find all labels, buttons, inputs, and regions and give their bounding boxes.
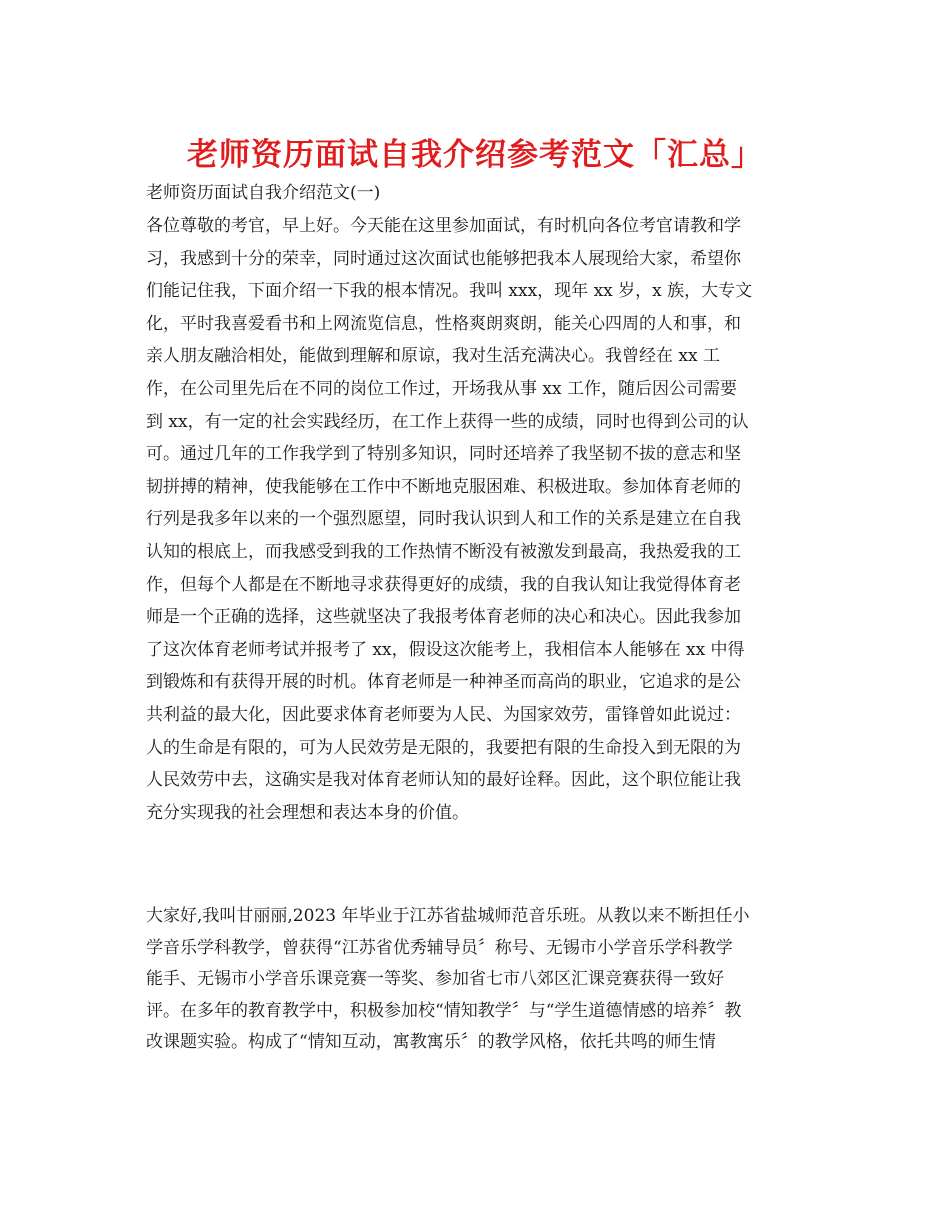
paragraph-2-line: 学音乐学科教学，曾获得“江苏省优秀辅导员〞称号、无锡市小学音乐学科教学 [146,937,733,958]
paragraph-2-line: 改课题实验。构成了“情知互动，寓教寓乐〞的教学风格，依托共鸣的师生情 [146,1032,716,1052]
paragraph-1-line: 各位尊敬的考官，早上好。今天能在这里参加面试，有时机向各位考官请教和学 [146,216,741,236]
paragraph-1-line: 充分实现我的社会理想和表达本身的价值。 [146,802,469,823]
paragraph-1-line: 化，平时我喜爱看书和上网流览信息，性格爽朗爽朗，能关心四周的人和事，和 [146,313,741,334]
paragraph-2-line: 能手、无锡市小学音乐课竞赛一等奖、参加省七市八郊区汇课竞赛获得一致好 [146,969,724,989]
document-title: 老师资历面试自我介绍参考范文「汇总」 [187,137,763,173]
paragraph-1-line: 人民效劳中去，这确实是我对体育老师认知的最好诠释。因此，这个职位能让我 [146,770,741,791]
paragraph-1-line: 们能记住我，下面介绍一下我的根本情况。我叫 xxx，现年 xx 岁，x 族，大专文 [146,281,753,302]
paragraph-1-line: 共利益的最大化，因此要求体育老师要为人民、为国家效劳，雷锋曾如此说过： [146,705,741,725]
paragraph-1-line: 到 xx，有一定的社会实践经历，在工作上获得一些的成绩，同时也得到公司的认 [146,411,749,432]
paragraph-2-line: 评。在多年的教育教学中，积极参加校“情知教学〞与“学生道德情感的培养〞教 [146,1000,742,1021]
paragraph-1-line: 认知的根底上，而我感受到我的工作热情不断没有被激发到最高，我热爱我的工 [146,542,741,562]
paragraph-1-line: 到锻炼和有获得开展的时机。体育老师是一种神圣而高尚的职业，它追求的是公 [146,672,741,693]
paragraph-1-line: 人的生命是有限的，可为人民效劳是无限的，我要把有限的生命投入到无限的为 [146,737,741,758]
paragraph-1-line: 作，但每个人都是在不断地寻求获得更好的成绩，我的自我认知让我觉得体育老 [146,574,741,595]
paragraph-1-line: 韧拼搏的精神，使我能够在工作中不断地克服困难、积极进取。参加体育老师的 [146,476,741,497]
paragraph-1-line: 习，我感到十分的荣幸，同时通过这次面试也能够把我本人展现给大家，希望你 [146,248,741,269]
paragraph-1-line: 了这次体育老师考试并报考了 xx，假设这次能考上，我相信本人能够在 xx 中得 [146,639,745,660]
paragraph-1-line: 可。通过几年的工作我学到了特别多知识，同时还培养了我坚韧不拔的意志和坚 [146,444,741,465]
paragraph-1-line: 行列是我多年以来的一个强烈愿望，同时我认识到人和工作的关系是建立在自我 [146,509,741,530]
paragraph-1-line: 师是一个正确的选择，这些就坚决了我报考体育老师的决心和决心。因此我参加 [146,607,741,628]
paragraph-1-line: 作，在公司里先后在不同的岗位工作过，开场我从事 xx 工作，随后因公司需要 [146,379,737,399]
section-subtitle: 老师资历面试自我介绍范文(一) [146,183,381,203]
paragraph-1-line: 亲人朋友融洽相处，能做到理解和原谅，我对生活充满决心。我曾经在 xx 工 [146,346,720,367]
paragraph-2-line: 大家好,我叫甘丽丽,2023 年毕业于江苏省盐城师范音乐班。从教以来不断担任小 [146,906,750,926]
